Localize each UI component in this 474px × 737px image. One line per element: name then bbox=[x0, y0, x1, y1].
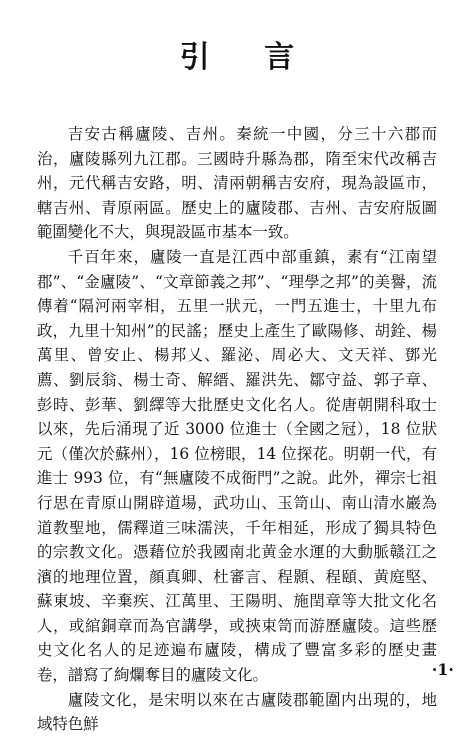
paragraph: 廬陵文化，是宋明以來在古廬陵郡範圍内出現的，地域特色鮮 bbox=[37, 690, 437, 734]
paragraph: 千百年來，廬陵一直是江西中部重鎮，素有“江南望郡”、“金廬陵”、“文章節義之邦”、“理學之邦”的美譽，流傳着“隔河兩宰相，五里一狀元，一門五進士，十里九布政，九里十知州”的民謠；歷史上產生了歐陽修、胡銓、楊萬里、曾安止、楊邦乂、羅泌、周必大、文天祥、鄧光薦、劉辰翁、楊士奇、解縉、羅洪先、鄒守益、郭子章、彭時、彭華、劉繹等大批歷史文化名人。從唐朝開科取士以來，先后涌現了近 3000 位進士（全國之冠），18 位狀元（僅次於蘇州），16 位榜眼，14 位探花。明朝一代，有進士 993 位，有“無廬陵不成衙門”之說。此外，禪宗七祖行思在青原山開辟道場，武功山、玉笥山、南山清水巖為道教聖地，儒釋道三味濡浃，千年相延，形成了獨具特色的宗教文化。憑藉位於我國南北黄金水運的大動脈赣江之濱的地理位置，顔真卿、杜審言、程顥、程頤、黄庭堅、蘇東坡、辛棄疾、江萬里、王陽明、施閏章等大批文化名人，或綰銅章而為官講學，或挾束笥而游歷廬陵。這些歷史文化名人的足迹遍布廬陵，構成了豐富多彩的歷史畫卷，譜寫了絢爛奪目的廬陵文化。 bbox=[37, 247, 437, 685]
body-text bbox=[37, 122, 437, 737]
page-title: 引 言 bbox=[179, 40, 317, 76]
paragraph: 吉安古稱廬陵、吉州。秦統一中國，分三十六郡而治，廬陵縣列九江郡。三國時升縣為郡，隋至宋代改稱吉州，元代稱吉安路，明、清兩朝稱吉安府，現為設區市，轄吉州、青原兩區。歷史上的廬陵郡、吉州、吉安府版圖範圍變化不大，與現設區市基本一致。 bbox=[37, 125, 437, 242]
page-number: ·1· bbox=[431, 660, 454, 679]
